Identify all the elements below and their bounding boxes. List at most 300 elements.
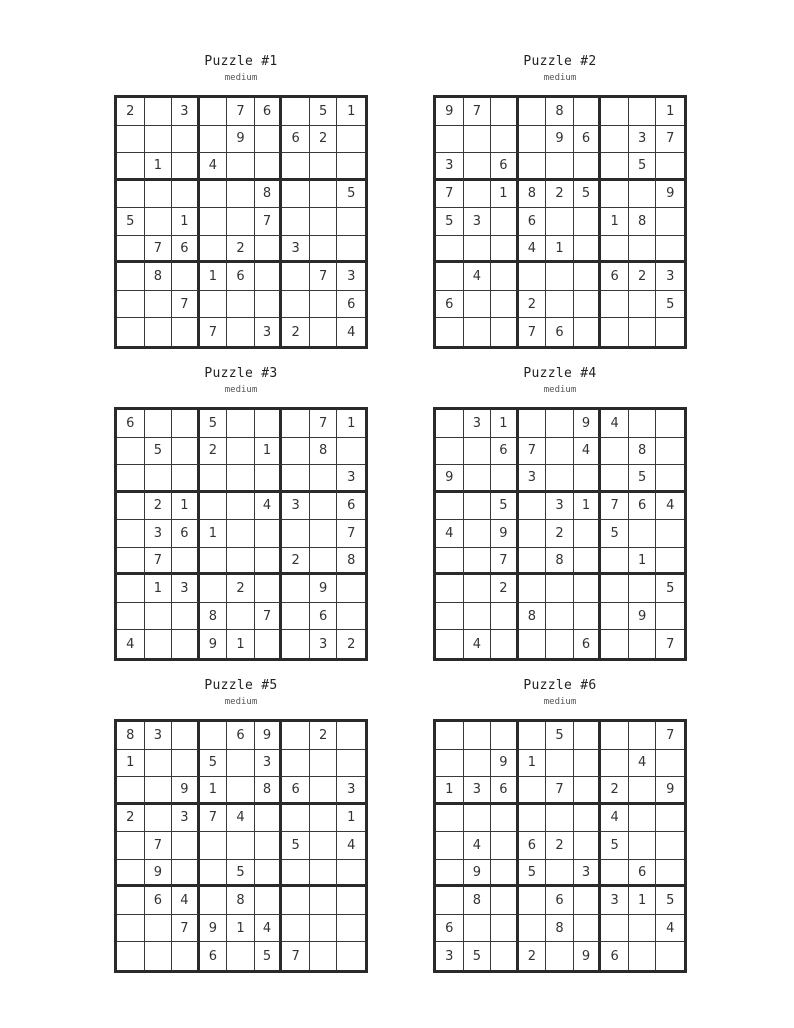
sudoku-cell xyxy=(227,438,255,466)
sudoku-cell: 7 xyxy=(145,236,173,264)
sudoku-cell xyxy=(546,208,574,236)
sudoku-cell: 8 xyxy=(145,263,173,291)
sudoku-cell: 1 xyxy=(546,236,574,264)
sudoku-cell: 4 xyxy=(601,410,629,438)
sudoku-cell: 2 xyxy=(227,575,255,603)
sudoku-cell xyxy=(172,181,200,209)
sudoku-cell xyxy=(117,520,145,548)
sudoku-cell: 4 xyxy=(519,236,547,264)
sudoku-cell: 2 xyxy=(546,520,574,548)
sudoku-cell xyxy=(601,603,629,631)
sudoku-cell: 3 xyxy=(436,942,464,970)
puzzle-title: Puzzle #4 xyxy=(523,366,597,381)
sudoku-cell xyxy=(601,318,629,346)
sudoku-cell xyxy=(172,603,200,631)
sudoku-cell xyxy=(117,832,145,860)
sudoku-cell xyxy=(310,153,338,181)
sudoku-cell xyxy=(491,126,519,154)
sudoku-cell xyxy=(255,575,283,603)
sudoku-cell: 3 xyxy=(282,236,310,264)
sudoku-cell xyxy=(117,575,145,603)
sudoku-cell xyxy=(656,942,684,970)
sudoku-cell xyxy=(629,805,657,833)
sudoku-cell xyxy=(436,887,464,915)
sudoku-cell: 6 xyxy=(574,630,602,658)
sudoku-cell xyxy=(117,291,145,319)
sudoku-cell: 2 xyxy=(519,291,547,319)
sudoku-cell xyxy=(172,750,200,778)
sudoku-cell xyxy=(282,98,310,126)
sudoku-cell xyxy=(117,887,145,915)
sudoku-cell xyxy=(200,236,228,264)
sudoku-cell: 8 xyxy=(117,722,145,750)
sudoku-cell xyxy=(282,438,310,466)
sudoku-cell: 1 xyxy=(200,777,228,805)
sudoku-cell: 1 xyxy=(629,548,657,576)
sudoku-cell xyxy=(227,777,255,805)
sudoku-cell xyxy=(574,722,602,750)
sudoku-cell xyxy=(227,208,255,236)
sudoku-cell: 7 xyxy=(491,548,519,576)
sudoku-cell: 5 xyxy=(601,520,629,548)
sudoku-cell xyxy=(519,805,547,833)
sudoku-cell xyxy=(282,520,310,548)
sudoku-cell xyxy=(117,603,145,631)
sudoku-cell xyxy=(145,465,173,493)
sudoku-cell: 9 xyxy=(200,630,228,658)
sudoku-cell xyxy=(601,575,629,603)
sudoku-cell: 3 xyxy=(172,575,200,603)
sudoku-cell: 5 xyxy=(546,722,574,750)
sudoku-cell xyxy=(436,410,464,438)
sudoku-cell: 8 xyxy=(629,438,657,466)
puzzle-difficulty: medium xyxy=(224,697,258,707)
sudoku-cell xyxy=(519,263,547,291)
sudoku-cell: 7 xyxy=(310,410,338,438)
sudoku-cell xyxy=(436,832,464,860)
sudoku-cell: 7 xyxy=(227,98,255,126)
sudoku-cell xyxy=(436,438,464,466)
sudoku-cell: 1 xyxy=(200,263,228,291)
sudoku-cell xyxy=(436,126,464,154)
sudoku-cell xyxy=(227,153,255,181)
sudoku-cell xyxy=(282,603,310,631)
sudoku-cell xyxy=(200,832,228,860)
sudoku-cell xyxy=(145,410,173,438)
sudoku-cell xyxy=(464,465,492,493)
sudoku-cell: 1 xyxy=(601,208,629,236)
sudoku-grid xyxy=(433,719,687,973)
sudoku-cell: 9 xyxy=(574,942,602,970)
sudoku-cell xyxy=(464,493,492,521)
sudoku-cell: 3 xyxy=(601,887,629,915)
sudoku-cell xyxy=(282,915,310,943)
sudoku-cell xyxy=(436,548,464,576)
sudoku-cell: 9 xyxy=(629,603,657,631)
sudoku-cell xyxy=(282,153,310,181)
sudoku-cell: 8 xyxy=(255,777,283,805)
sudoku-cell: 9 xyxy=(656,777,684,805)
sudoku-cell xyxy=(310,750,338,778)
sudoku-cell: 3 xyxy=(255,750,283,778)
sudoku-cell: 2 xyxy=(629,263,657,291)
puzzle-title: Puzzle #6 xyxy=(523,678,597,693)
sudoku-cell xyxy=(200,887,228,915)
sudoku-cell xyxy=(464,291,492,319)
sudoku-cell xyxy=(546,750,574,778)
sudoku-cell xyxy=(464,575,492,603)
sudoku-cell: 9 xyxy=(227,126,255,154)
sudoku-cell: 9 xyxy=(491,750,519,778)
sudoku-cell xyxy=(629,236,657,264)
sudoku-cell xyxy=(656,318,684,346)
sudoku-cell xyxy=(519,630,547,658)
sudoku-cell: 4 xyxy=(337,832,365,860)
sudoku-cell: 6 xyxy=(172,520,200,548)
sudoku-cell: 7 xyxy=(601,493,629,521)
sudoku-cell xyxy=(117,181,145,209)
sudoku-cell xyxy=(172,630,200,658)
sudoku-cell xyxy=(200,98,228,126)
sudoku-cell: 2 xyxy=(200,438,228,466)
sudoku-cell xyxy=(310,520,338,548)
sudoku-cell xyxy=(574,520,602,548)
puzzle-title: Puzzle #1 xyxy=(204,54,278,69)
sudoku-cell: 6 xyxy=(546,318,574,346)
sudoku-cell xyxy=(227,410,255,438)
sudoku-cell xyxy=(574,465,602,493)
sudoku-cell xyxy=(200,548,228,576)
sudoku-cell xyxy=(282,722,310,750)
sudoku-cell: 3 xyxy=(172,805,200,833)
sudoku-cell xyxy=(601,438,629,466)
sudoku-cell xyxy=(255,805,283,833)
sudoku-cell: 4 xyxy=(574,438,602,466)
sudoku-cell xyxy=(519,153,547,181)
sudoku-cell xyxy=(227,465,255,493)
sudoku-cell xyxy=(227,548,255,576)
sudoku-cell xyxy=(436,630,464,658)
sudoku-cell xyxy=(436,575,464,603)
sudoku-cell: 9 xyxy=(491,520,519,548)
sudoku-cell: 9 xyxy=(436,98,464,126)
sudoku-cell: 4 xyxy=(172,887,200,915)
sudoku-cell xyxy=(227,750,255,778)
sudoku-cell xyxy=(491,832,519,860)
sudoku-cell xyxy=(574,915,602,943)
sudoku-cell: 4 xyxy=(255,493,283,521)
sudoku-cell xyxy=(172,153,200,181)
sudoku-cell xyxy=(145,630,173,658)
sudoku-cell: 4 xyxy=(601,805,629,833)
sudoku-cell xyxy=(464,750,492,778)
sudoku-cell xyxy=(172,410,200,438)
sudoku-cell: 1 xyxy=(200,520,228,548)
sudoku-cell xyxy=(145,126,173,154)
sudoku-cell xyxy=(227,942,255,970)
sudoku-cell xyxy=(601,548,629,576)
sudoku-cell xyxy=(601,630,629,658)
sudoku-cell: 7 xyxy=(145,548,173,576)
sudoku-cell: 3 xyxy=(464,777,492,805)
sudoku-cell xyxy=(574,832,602,860)
sudoku-cell xyxy=(282,575,310,603)
sudoku-cell xyxy=(601,291,629,319)
sudoku-cell xyxy=(436,860,464,888)
sudoku-cell: 7 xyxy=(255,208,283,236)
sudoku-cell: 7 xyxy=(145,832,173,860)
sudoku-cell xyxy=(227,291,255,319)
sudoku-cell xyxy=(172,438,200,466)
sudoku-cell: 1 xyxy=(337,98,365,126)
sudoku-cell xyxy=(255,548,283,576)
sudoku-cell: 5 xyxy=(310,98,338,126)
sudoku-cell: 9 xyxy=(310,575,338,603)
sudoku-cell xyxy=(337,887,365,915)
sudoku-cell xyxy=(656,236,684,264)
sudoku-cell: 8 xyxy=(227,887,255,915)
sudoku-cell: 1 xyxy=(519,750,547,778)
sudoku-cell xyxy=(436,263,464,291)
sudoku-cell: 6 xyxy=(491,153,519,181)
sudoku-grid xyxy=(114,95,368,349)
sudoku-cell: 6 xyxy=(491,777,519,805)
sudoku-cell xyxy=(491,208,519,236)
sudoku-cell: 7 xyxy=(282,942,310,970)
sudoku-cell: 7 xyxy=(172,291,200,319)
sudoku-cell: 9 xyxy=(255,722,283,750)
sudoku-cell xyxy=(436,722,464,750)
sudoku-cell xyxy=(310,832,338,860)
sudoku-cell xyxy=(464,236,492,264)
sudoku-cell xyxy=(145,942,173,970)
sudoku-cell xyxy=(491,887,519,915)
sudoku-cell xyxy=(255,236,283,264)
sudoku-cell xyxy=(491,318,519,346)
sudoku-cell: 2 xyxy=(491,575,519,603)
sudoku-cell: 7 xyxy=(546,777,574,805)
sudoku-cell xyxy=(337,750,365,778)
sudoku-cell: 5 xyxy=(464,942,492,970)
sudoku-cell: 8 xyxy=(519,181,547,209)
sudoku-cell: 7 xyxy=(656,722,684,750)
sudoku-cell xyxy=(436,236,464,264)
sudoku-cell xyxy=(519,410,547,438)
sudoku-cell xyxy=(117,263,145,291)
puzzle-difficulty: medium xyxy=(543,73,577,83)
sudoku-cell: 9 xyxy=(464,860,492,888)
sudoku-cell xyxy=(436,603,464,631)
sudoku-cell xyxy=(282,630,310,658)
sudoku-cell: 3 xyxy=(574,860,602,888)
sudoku-cell xyxy=(255,263,283,291)
sudoku-cell xyxy=(310,208,338,236)
sudoku-cell xyxy=(601,915,629,943)
sudoku-cell xyxy=(464,181,492,209)
sudoku-cell: 9 xyxy=(200,915,228,943)
sudoku-cell: 3 xyxy=(436,153,464,181)
sudoku-cell xyxy=(255,520,283,548)
sudoku-cell xyxy=(282,887,310,915)
sudoku-cell: 4 xyxy=(227,805,255,833)
sudoku-cell xyxy=(519,777,547,805)
sudoku-cell: 5 xyxy=(227,860,255,888)
sudoku-cell: 4 xyxy=(347,324,356,340)
sudoku-cell xyxy=(546,603,574,631)
sudoku-cell: 3 xyxy=(255,318,283,346)
sudoku-cell: 5 xyxy=(255,942,283,970)
sudoku-cell xyxy=(436,318,464,346)
sudoku-cell: 1 xyxy=(337,805,365,833)
sudoku-cell: 2 xyxy=(601,777,629,805)
sudoku-cell xyxy=(282,750,310,778)
sudoku-cell xyxy=(601,750,629,778)
sudoku-cell: 1 xyxy=(337,410,365,438)
sudoku-cell xyxy=(145,291,173,319)
sudoku-cell: 1 xyxy=(436,777,464,805)
sudoku-cell: 1 xyxy=(172,208,200,236)
sudoku-cell xyxy=(200,493,228,521)
sudoku-cell xyxy=(629,575,657,603)
sudoku-cell xyxy=(656,805,684,833)
sudoku-cell xyxy=(574,575,602,603)
sudoku-cell xyxy=(227,832,255,860)
sudoku-cell: 7 xyxy=(519,318,547,346)
sudoku-cell xyxy=(546,575,574,603)
sudoku-cell: 1 xyxy=(172,493,200,521)
sudoku-cell xyxy=(337,438,365,466)
sudoku-cell xyxy=(117,126,145,154)
sudoku-cell: 2 xyxy=(227,236,255,264)
sudoku-cell xyxy=(227,520,255,548)
sudoku-cell xyxy=(117,548,145,576)
sudoku-cell: 5 xyxy=(200,750,228,778)
sudoku-cell xyxy=(546,410,574,438)
sudoku-cell: 3 xyxy=(656,263,684,291)
sudoku-cell: 2 xyxy=(117,98,145,126)
sudoku-cell xyxy=(172,942,200,970)
sudoku-cell xyxy=(255,465,283,493)
sudoku-cell: 9 xyxy=(145,860,173,888)
sudoku-cell: 4 xyxy=(656,493,684,521)
sudoku-cell: 6 xyxy=(519,208,547,236)
sudoku-cell xyxy=(117,318,145,346)
sudoku-cell: 7 xyxy=(656,126,684,154)
sudoku-cell xyxy=(145,777,173,805)
sudoku-cell xyxy=(337,722,365,750)
sudoku-cell xyxy=(601,153,629,181)
sudoku-cell xyxy=(282,291,310,319)
sudoku-cell: 2 xyxy=(282,318,310,346)
sudoku-cell: 6 xyxy=(546,887,574,915)
sudoku-cell xyxy=(601,722,629,750)
sudoku-cell: 5 xyxy=(282,832,310,860)
sudoku-cell xyxy=(574,805,602,833)
sudoku-cell xyxy=(117,915,145,943)
sudoku-cell xyxy=(117,236,145,264)
sudoku-cell xyxy=(464,722,492,750)
sudoku-cell: 7 xyxy=(172,915,200,943)
sudoku-cell xyxy=(464,126,492,154)
sudoku-cell xyxy=(519,548,547,576)
sudoku-cell xyxy=(546,263,574,291)
sudoku-cell xyxy=(656,465,684,493)
sudoku-cell: 5 xyxy=(491,493,519,521)
sudoku-cell: 2 xyxy=(347,636,356,652)
sudoku-cell: 8 xyxy=(546,98,574,126)
sudoku-cell: 5 xyxy=(601,832,629,860)
sudoku-cell xyxy=(117,153,145,181)
sudoku-cell: 6 xyxy=(145,887,173,915)
sudoku-cell xyxy=(574,750,602,778)
sudoku-cell xyxy=(629,942,657,970)
sudoku-cell xyxy=(436,805,464,833)
sudoku-cell xyxy=(656,548,684,576)
sudoku-cell xyxy=(629,630,657,658)
sudoku-cell xyxy=(117,942,145,970)
sudoku-cell xyxy=(255,832,283,860)
sudoku-cell: 5 xyxy=(629,153,657,181)
sudoku-cell xyxy=(464,438,492,466)
sudoku-cell: 8 xyxy=(519,603,547,631)
sudoku-cell xyxy=(601,181,629,209)
sudoku-cell xyxy=(337,126,365,154)
sudoku-cell xyxy=(282,410,310,438)
puzzle-difficulty: medium xyxy=(543,697,577,707)
sudoku-cell xyxy=(629,520,657,548)
sudoku-cell xyxy=(172,722,200,750)
sudoku-cell: 6 xyxy=(310,603,338,631)
sudoku-cell xyxy=(491,291,519,319)
sudoku-cell xyxy=(172,860,200,888)
sudoku-cell xyxy=(200,465,228,493)
sudoku-cell xyxy=(601,465,629,493)
sudoku-cell xyxy=(519,98,547,126)
sudoku-cell xyxy=(601,236,629,264)
sudoku-cell xyxy=(464,548,492,576)
sudoku-cell: 7 xyxy=(255,603,283,631)
sudoku-cell xyxy=(629,410,657,438)
sudoku-cell xyxy=(629,777,657,805)
sudoku-cell: 5 xyxy=(656,575,684,603)
sudoku-cell: 7 xyxy=(666,636,675,652)
sudoku-cell: 9 xyxy=(574,410,602,438)
sudoku-cell: 2 xyxy=(145,493,173,521)
sudoku-cell: 2 xyxy=(282,548,310,576)
sudoku-cell xyxy=(574,318,602,346)
sudoku-cell xyxy=(601,860,629,888)
sudoku-cell xyxy=(491,722,519,750)
sudoku-cell: 4 xyxy=(656,915,684,943)
sudoku-cell xyxy=(310,548,338,576)
sudoku-cell xyxy=(491,603,519,631)
sudoku-cell: 2 xyxy=(310,722,338,750)
sudoku-cell xyxy=(574,208,602,236)
sudoku-cell xyxy=(337,208,365,236)
sudoku-cell: 7 xyxy=(337,520,365,548)
sudoku-cell xyxy=(574,263,602,291)
sudoku-grid xyxy=(433,407,687,661)
sudoku-cell xyxy=(310,777,338,805)
sudoku-cell: 8 xyxy=(337,548,365,576)
puzzle-title: Puzzle #5 xyxy=(204,678,278,693)
sudoku-cell: 7 xyxy=(519,438,547,466)
sudoku-cell xyxy=(491,915,519,943)
sudoku-grid xyxy=(114,719,368,973)
sudoku-cell: 3 xyxy=(172,98,200,126)
sudoku-cell xyxy=(629,832,657,860)
sudoku-cell: 8 xyxy=(310,438,338,466)
